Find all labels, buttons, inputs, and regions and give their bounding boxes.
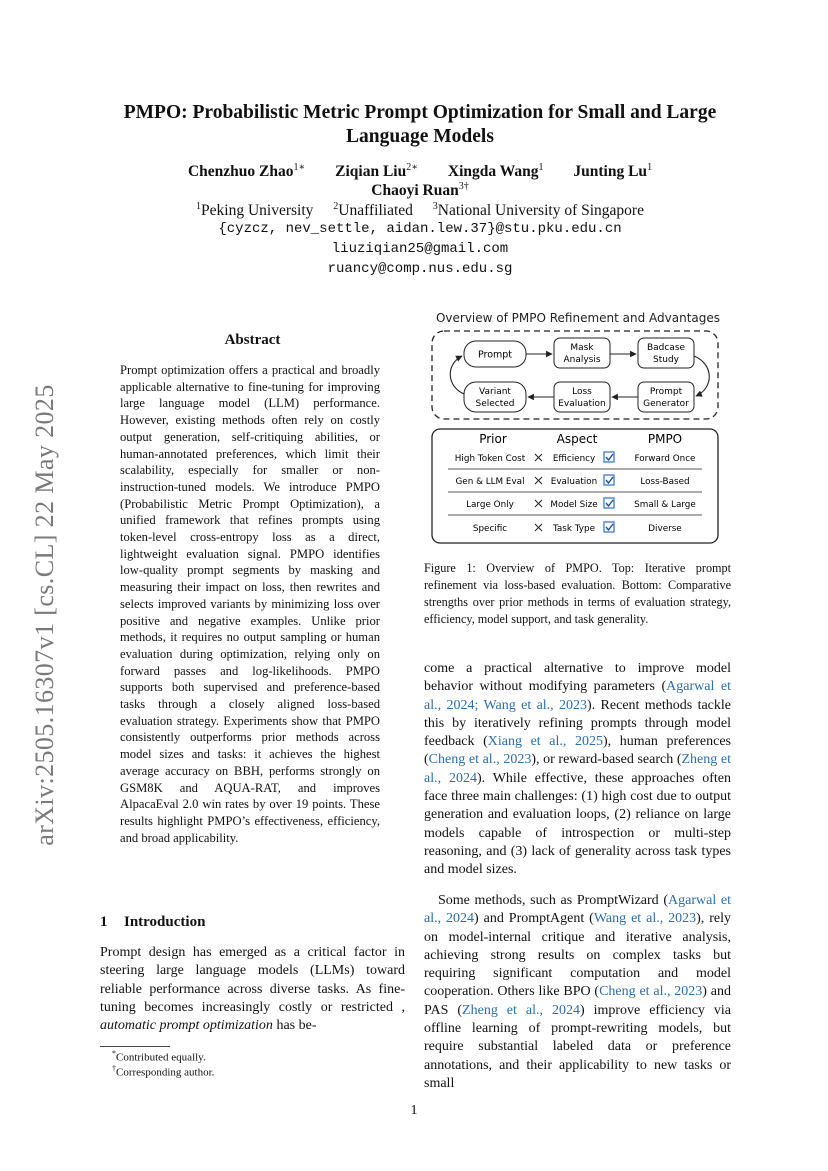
svg-text:Evaluation: Evaluation (558, 399, 606, 409)
svg-text:Efficiency: Efficiency (552, 454, 596, 464)
figure-title: Overview of PMPO Refinement and Advantages (435, 311, 721, 325)
citation-link[interactable]: Agarwal et al., 2024; Wang et al., 2023 (424, 679, 731, 713)
author: Chaoyi Ruan$^{3\dagger}$ (371, 181, 469, 200)
node-mask-analysis (554, 338, 610, 368)
author: Ziqian Liu$^{2∗}$ (335, 162, 419, 181)
email-address[interactable]: {cyzcz, nev_settle, aidan.lew.37}@stu.pku.edu.cn (218, 221, 622, 237)
figure-1-diagram (424, 308, 732, 558)
section-number: 1 (100, 914, 108, 930)
citation-link[interactable]: Xiang et al., 2025 (487, 734, 604, 750)
author: Junting Lu$^1$ (573, 162, 653, 181)
svg-text:Model Size: Model Size (550, 500, 598, 510)
check-icon (604, 498, 614, 508)
abstract-heading: Abstract (224, 332, 281, 348)
svg-text:Gen & LLM Eval: Gen & LLM Eval (455, 477, 525, 487)
svg-text:Task Type: Task Type (553, 524, 595, 534)
citation-link[interactable]: Zheng et al., 2024 (424, 752, 731, 786)
node-variant-selected (464, 382, 526, 412)
paper-title (100, 101, 740, 149)
table-row (455, 475, 689, 487)
affiliations (100, 201, 740, 220)
svg-text:Mask: Mask (570, 343, 594, 353)
svg-text:Variant: Variant (479, 387, 511, 397)
author-list (100, 162, 740, 181)
email-address[interactable]: liuziqian25@gmail.com (331, 241, 509, 257)
svg-text:Evaluation: Evaluation (550, 477, 598, 487)
title-line-2: Language Models (346, 126, 494, 147)
node-badcase-study (638, 338, 694, 368)
section-heading-introduction (100, 914, 205, 931)
section-title: Introduction (124, 914, 206, 930)
table-header: Aspect (556, 432, 598, 446)
svg-text:Generator: Generator (643, 399, 689, 409)
abstract-body: Prompt optimization offers a practical and broadly applicable alternative to fine-tuning for improving large language model (LLM) performance. However, existing methods often rely on costly output generation, self-critiquing abilities, or human-annotated preferences, which limit their scalability, especially for smaller or non-instruction-tuned models. We introduce PMPO (Probabilistic Metric Prompt Optimization), a unified framework that refines prompts using token-level cross-entropy loss as a direct, lightweight evaluation signal. PMPO identifies low-quality prompt segments by masking and measuring their impact on loss, then rewrites and selects improved variants by minimizing loss over positive and negative examples. Unlike prior methods, it requires no output sampling or human evaluation during optimization, relying only on forward passes and log-likelihoods. PMPO supports both supervised and preference-based tasks through a closely aligned loss-based evaluation strategy. Experiments show that PMPO consistently outperforms prior methods across model sizes and tasks: it achieves the highest average accuracy on BBH, performs strongly on GSM8K and AQUA-RAT, and improves AlpacaEval 2.0 win rates by over 19 points. These results highlight PMPO’s effectiveness, efficiency, and broad applicability. (120, 363, 380, 845)
body-paragraph: Some methods, such as PromptWizard (Agarwal et al., 2024) and PromptAgent (Wang et al., 2023), rely on model-internal critique and iterative analysis, achieving strong results on complex tasks but requiring significant computation and model cooperation. Others like BPO (Cheng et al., 2023) and PAS (Zheng et al., 2024) improve efficiency via offline learning of prompt-rewriting models, but require substantial labeled data or preference annotations, and their applicability to new tasks or small (424, 893, 731, 1091)
table-header: PMPO (647, 432, 683, 446)
svg-text:Prompt: Prompt (649, 387, 683, 397)
affiliation: $^3$National University of Singapore (432, 201, 644, 220)
table-row (466, 498, 696, 510)
svg-text:Badcase: Badcase (646, 343, 686, 353)
svg-text:Large Only: Large Only (466, 500, 514, 510)
email-address[interactable]: ruancy@comp.nus.edu.sg (327, 261, 513, 277)
table-row (473, 522, 682, 534)
author-list-line-2 (100, 181, 740, 200)
node-prompt (464, 341, 526, 367)
check-icon (604, 452, 614, 462)
author: Chenzhuo Zhao$^{1∗}$ (187, 162, 306, 181)
author: Xingda Wang$^1$ (447, 162, 544, 181)
footnote-rule (100, 1046, 170, 1047)
arxiv-identifier: arXiv:2505.16307v1 [cs.CL] 22 May 2025 (30, 384, 59, 846)
citation-link[interactable]: Cheng et al., 2023 (428, 752, 532, 768)
svg-text:Study: Study (653, 355, 679, 365)
citation-link[interactable]: Wang et al., 2023 (593, 911, 697, 927)
body-paragraph: come a practical alternative to improve model behavior without modifying parameters (Agarwal et al., 2024; Wang et al., 2023). Recent methods tackle this by iteratively refining prompts through model feedback (Xiang et al., 2025), human preferences (Cheng et al., 2023), or reward-based search (Zheng et al., 2024). While effective, these approaches often face three main challenges: (1) high cost due to output generation and evaluation loops, (2) reliance on large models capable of introspection or multi-step reasoning, and (3) lack of generality across task types and model sizes. (424, 661, 731, 878)
introduction-paragraph: Prompt design has emerged as a critical factor in steering large language models (LLMs) toward reliable performance across diverse tasks. As fine-tuning becomes increasingly costly or restricted , automatic prompt optimization has be- (100, 945, 405, 1034)
node-loss-evaluation (554, 382, 610, 412)
table-row (455, 452, 696, 464)
svg-text:Selected: Selected (475, 399, 515, 409)
node-prompt-generator (638, 382, 694, 412)
title-line-1: PMPO: Probabilistic Metric Prompt Optimization for Small and Large (123, 102, 717, 123)
affiliation: $^2$Unaffiliated (333, 201, 413, 220)
svg-text:Forward Once: Forward Once (634, 454, 696, 464)
table-header: Prior (479, 432, 507, 446)
svg-text:High Token Cost: High Token Cost (454, 454, 526, 464)
citation-link[interactable]: Agarwal et al., 2024 (424, 893, 731, 927)
svg-text:Diverse: Diverse (648, 524, 682, 534)
svg-text:Small & Large: Small & Large (634, 500, 696, 510)
svg-text:Loss: Loss (572, 387, 592, 397)
footnote: †Corresponding author. (112, 1064, 215, 1079)
svg-text:Specific: Specific (472, 524, 508, 534)
svg-text:Loss-Based: Loss-Based (640, 477, 690, 487)
emphasis: automatic prompt optimization (100, 1018, 273, 1034)
citation-link[interactable]: Zheng et al., 2024 (462, 1002, 580, 1018)
page-number: 1 (410, 1103, 418, 1118)
citation-link[interactable]: Cheng et al., 2023 (599, 984, 703, 1000)
svg-text:Analysis: Analysis (563, 355, 601, 365)
check-icon (604, 475, 614, 485)
figure-caption: Figure 1: Overview of PMPO. Top: Iterative prompt refinement via loss-based evaluation. Bottom: Comparative strengths over prior methods in terms of evaluation strategy, efficiency, model support, and task generality. (424, 561, 731, 626)
affiliation: $^1$Peking University (196, 201, 314, 220)
footnote: *Contributed equally. (112, 1049, 206, 1064)
svg-text:Prompt: Prompt (477, 349, 513, 361)
check-icon (604, 522, 614, 532)
